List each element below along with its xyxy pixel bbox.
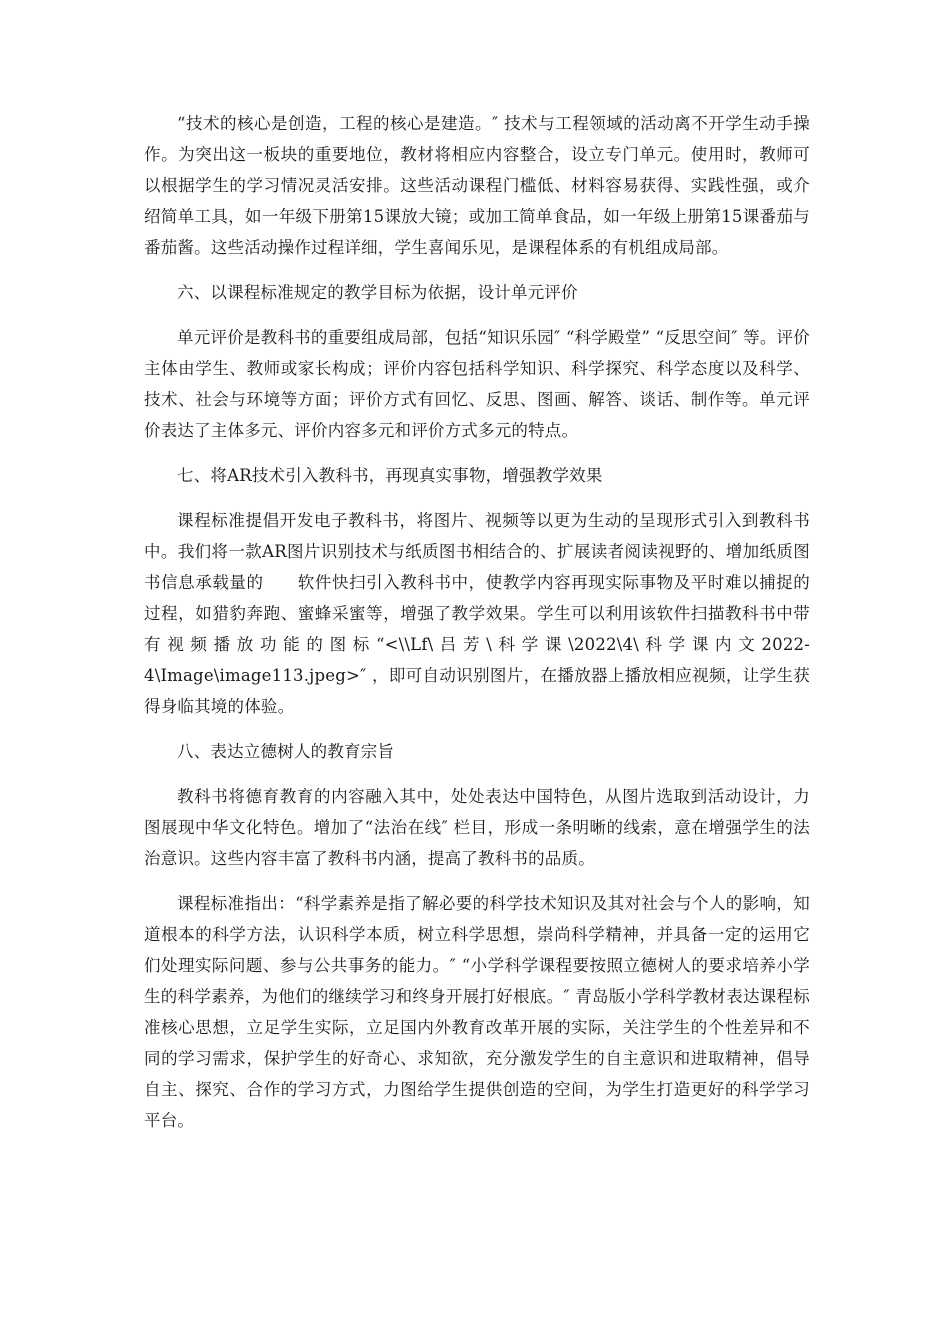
paragraph-curriculum-standard: 课程标准指出：“科学素养是指了解必要的科学技术知识及其对社会与个人的影响，知道根本的科学方法，认识科学本质，树立科学思想，崇尚科学精神，并具备一定的运用它们处理实际问题、参与公共事务的能力。″ “小学科学课程要按照立德树人的要求培养小学生的科学素养，为他们的继续学习和终身开展打好根底。″ 青岛版小学科学教材表达课程标准核心思想，立足学生实际，立足国内外教育改革开展的实际，关注学生的个性差异和不同的学习需求，保护学生的好奇心、求知欲，充分激发学生的自主意识和进取精神，倡导自主、探究、合作的学习方式，力图给学生提供创造的空间，为学生打造更好的科学学习平台。 <box>144 894 810 1130</box>
paragraph-unit-evaluation: 单元评价是教科书的重要组成局部，包括“知识乐园″ “科学殿堂” “反思空间″ 等。评价主体由学生、教师或家长构成；评价内容包括科学知识、科学探究、科学态度以及科学、技术、社会与环境等方面；评价方式有回忆、反思、图画、解答、谈话、制作等。单元评价表达了主体多元、评价内容多元和评价方式多元的特点。 <box>144 328 810 440</box>
document-body <box>144 108 810 1136</box>
paragraph-moral-education: 教科书将德育教育的内容融入其中，处处表达中国特色，从图片选取到活动设计，力图展现中华文化特色。增加了“法治在线″ 栏目，形成一条明晰的线索，意在增强学生的法治意识。这些内容丰富了教科书内涵，提高了教科书的品质。 <box>144 787 810 868</box>
section-heading-6: 六、以课程标准规定的教学目标为依据，设计单元评价 <box>177 283 578 302</box>
paragraph-ar-technology: 课程标准提倡开发电子教科书，将图片、视频等以更为生动的呈现形式引入到教科书中。我们将一款AR图片识别技术与纸质图书相结合的、扩展读者阅读视野的、增加纸质图书信息承载量的 软件快扫引入教科书中，使教学内容再现实际事物及平时难以捕捉的过程，如猎豹奔跑、蜜蜂采蜜等，增强了教学效果。学生可以利用该软件扫描教科书中带有视频播放功能的图标“<\\Lf\吕芳\科学课\2022\4\科学课内文2022-4\Image\image113.jpeg>″ ，即可自动识别图片，在播放器上播放相应视频，让学生获得身临其境的体验。 <box>144 511 810 716</box>
section-heading-7: 七、将AR技术引入教科书，再现真实事物，增强教学效果 <box>177 466 603 485</box>
section-heading-8: 八、表达立德树人的教育宗旨 <box>177 742 395 761</box>
paragraph-tech-engineering: “技术的核心是创造，工程的核心是建造。″ 技术与工程领域的活动离不开学生动手操作。为突出这一板块的重要地位，教材将相应内容整合，设立专门单元。使用时，教师可以根据学生的学习情况灵活安排。这些活动课程门槛低、材料容易获得、实践性强，或介绍简单工具，如一年级下册第15课放大镜；或加工简单食品，如一年级上册第15课番茄与番茄酱。这些活动操作过程详细，学生喜闻乐见，是课程体系的有机组成局部。 <box>144 114 810 257</box>
